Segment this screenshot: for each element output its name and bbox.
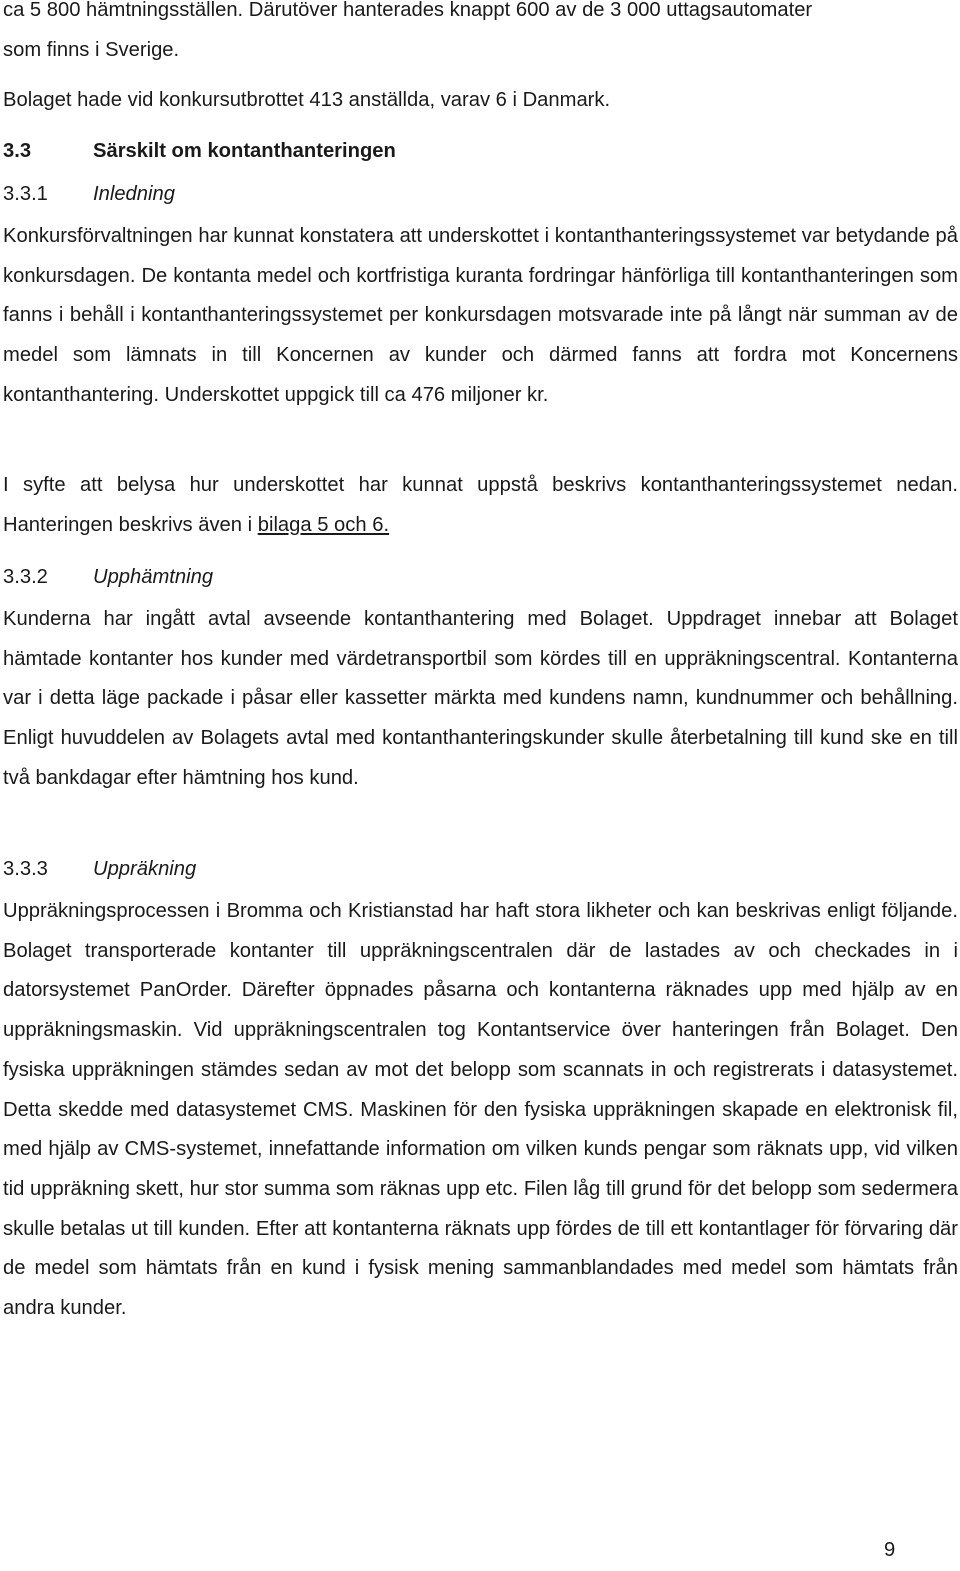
section-number: 3.3.1 xyxy=(3,183,48,205)
body-paragraph: Uppräkningsprocessen i Bromma och Kristianstad har haft stora likheter och kan beskrivas enligt följande. Bolaget transporterade kontanter till uppräkningscentralen där de lastades av och checkades in i datorsystemet PanOrder. Därefter öppnades påsarna och kontanterna räknades upp med hjälp av en uppräkningsmaskin. Vid uppräkningscentralen tog Kontantservice över hanteringen från Bolaget. Den fysiska uppräkningen stämdes sedan av mot det belopp som scannats in och registrerats i datasystemet. Detta skedde med datasystemet CMS. Maskinen för den fysiska uppräkningen skapade en elektronisk fil, med hjälp av CMS-systemet, innefattande information om vilken kunds pengar som räknats upp, vid vilken tid uppräkning skett, hur stor summa som räknas upp etc. Filen låg till grund för det belopp som sedermera skulle betalas ut till kunden. Efter att kontanterna räknats upp fördes de till ett kontantlager för förvaring där de medel som hämtats från en kund i fysisk mening sammanblandades med medel som hämtats från andra kunder. xyxy=(3,900,958,1320)
intro-paragraph xyxy=(3,0,958,70)
section-number: 3.3.3 xyxy=(3,858,48,880)
intro-line: ca 5 800 hämtningsställen. Därutöver hanterades knappt 600 av de 3 000 uttagsautomater xyxy=(3,0,813,21)
section-title: Inledning xyxy=(93,183,175,205)
section-title: Särskilt om kontanthanteringen xyxy=(93,140,396,162)
section-number: 3.3.2 xyxy=(3,566,48,588)
body-paragraph: Kunderna har ingått avtal avseende kontanthantering med Bolaget. Uppdraget innebar att Bolaget hämtade kontanter hos kunder med värdetransportbil som kördes till en uppräkningscentral. Kontanterna var i detta läge packade i påsar eller kassetter märkta med kundens namn, kundnummer och behållning. Enligt huvuddelen av Bolagets avtal med kontanthanteringskunder skulle återbetalning till kund ske en till två bankdagar efter hämtning hos kund. xyxy=(3,608,958,789)
staff-paragraph: Bolaget hade vid konkursutbrottet 413 anställda, varav 6 i Danmark. xyxy=(3,89,611,111)
section-heading-3-3 xyxy=(3,132,958,172)
paragraph-text: I syfte att belysa hur underskottet har kunnat uppstå beskrivs kontanthanteringssystemet nedan. Hanteringen beskrivs även i xyxy=(3,474,958,536)
section-heading-3-3-2 xyxy=(3,558,958,598)
section-number: 3.3 xyxy=(3,140,32,162)
section-heading-3-3-1 xyxy=(3,175,958,215)
section-title: Upphämtning xyxy=(93,566,214,588)
body-paragraph: Konkursförvaltningen har kunnat konstatera att underskottet i kontanthanteringssystemet var betydande på konkursdagen. De kontanta medel och kortfristiga kuranta fordringar hänförliga till kontanthanteringen som fanns i behåll i kontanthanteringssystemet per konkursdagen motsvarade inte på långt när summan av de medel som lämnats in till Koncernen av kunder och därmed fanns att fordra mot Koncernens kontanthantering. Underskottet uppgick till ca 476 miljoner kr. xyxy=(3,225,958,406)
intro-line: som finns i Sverige. xyxy=(3,38,180,61)
section-title: Uppräkning xyxy=(93,858,197,880)
body-paragraph xyxy=(3,466,958,545)
page-number: 9 xyxy=(884,1539,896,1561)
section-heading-3-3-3 xyxy=(3,850,958,890)
appendix-link[interactable]: bilaga 5 och 6. xyxy=(257,513,390,536)
